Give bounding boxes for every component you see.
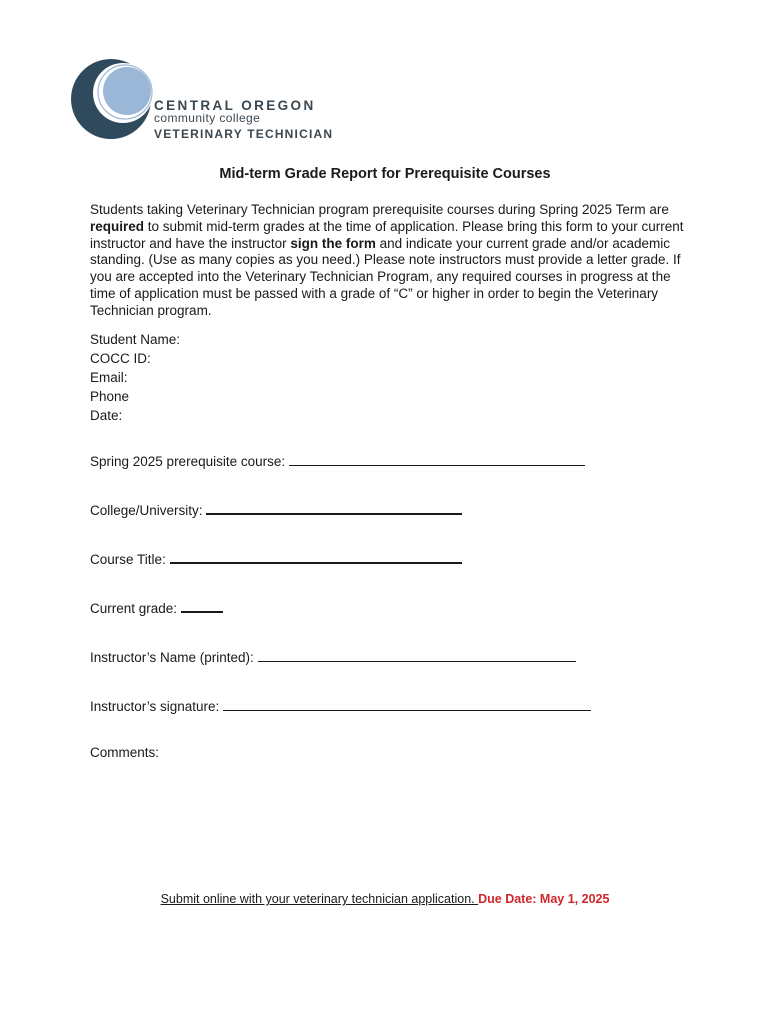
- course-title-label: Course Title:: [90, 552, 170, 567]
- logo-line-1: CENTRAL OREGON: [154, 98, 316, 113]
- college-label: College/University:: [90, 503, 207, 518]
- course-title-line[interactable]: [170, 549, 462, 564]
- college-field[interactable]: [90, 500, 462, 518]
- footer-note: [0, 892, 770, 906]
- submit-note: Submit online with your veterinary technician application.: [160, 892, 479, 906]
- instructor-signature-label: Instructor’s signature:: [90, 699, 224, 714]
- instructor-signature-line[interactable]: [223, 697, 591, 711]
- intro-required: required: [90, 218, 145, 234]
- current-grade-field[interactable]: [90, 598, 223, 616]
- instructor-name-label: Instructor’s Name (printed):: [90, 650, 258, 665]
- comments-label: Comments:: [90, 745, 160, 760]
- email-label: Email:: [90, 370, 128, 385]
- instructor-name-field[interactable]: [90, 648, 576, 665]
- date-label: Date:: [90, 408, 123, 423]
- prereq-course-label: Spring 2025 prerequisite course:: [90, 454, 289, 469]
- current-grade-line[interactable]: [181, 598, 223, 613]
- logo-line-3: VETERINARY TECHNICIAN: [154, 127, 334, 141]
- cocc-id-label: COCC ID:: [90, 351, 151, 366]
- prereq-course-line[interactable]: [289, 452, 585, 466]
- logo-circle-icon: [70, 58, 154, 142]
- current-grade-label: Current grade:: [90, 601, 181, 616]
- student-name-label: Student Name:: [90, 332, 181, 347]
- due-date: Due Date: May 1, 2025: [478, 892, 610, 906]
- intro-text-3: and indicate your current grade and/or academic standing. (Use as many copies as you need.) Please note instructors must provide a letter grade. If you are accepted into the Veterinary Technician Program, any required courses in progress at the time of application must be passed with a grade of “C” or higher in order to begin the Veterinary Technician program.: [90, 235, 681, 318]
- intro-text-1: Students taking Veterinary Technician program prerequisite courses during Spring 2025 Term are: [90, 202, 669, 217]
- logo-line-2: community college: [154, 111, 261, 125]
- course-title-field[interactable]: [90, 549, 462, 567]
- intro-paragraph: [90, 202, 690, 320]
- phone-label: Phone: [90, 389, 130, 404]
- instructor-name-line[interactable]: [258, 648, 576, 662]
- intro-text-2: to submit mid-term grades at the time of application. Please bring this form to your current instructor and have the instructor: [90, 218, 684, 251]
- intro-sign-form: sign the form: [290, 235, 376, 251]
- college-line[interactable]: [206, 500, 462, 515]
- instructor-signature-field[interactable]: [90, 697, 591, 714]
- prereq-course-field[interactable]: [90, 452, 585, 469]
- page-title: Mid-term Grade Report for Prerequisite Courses: [219, 166, 551, 182]
- college-logo: [70, 58, 334, 142]
